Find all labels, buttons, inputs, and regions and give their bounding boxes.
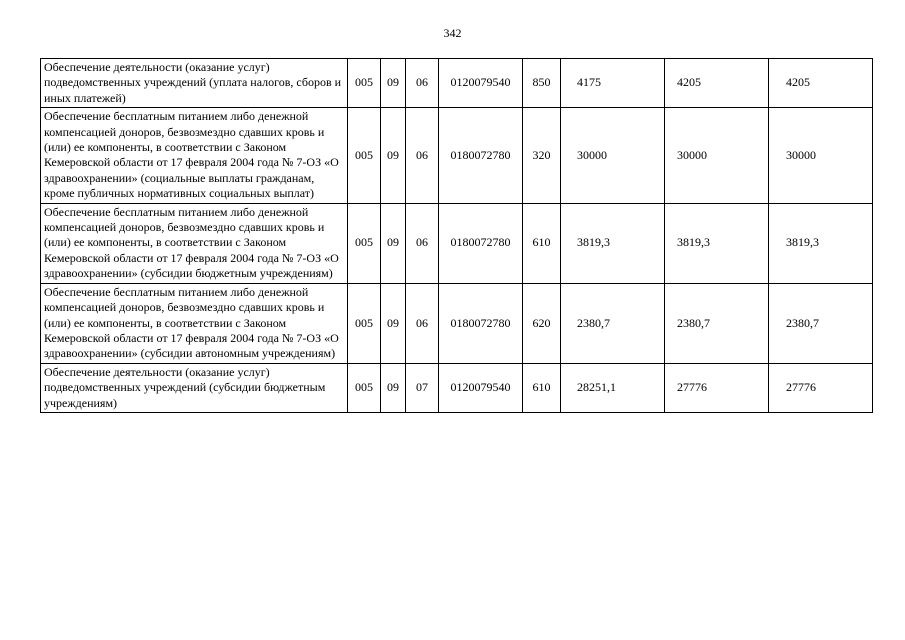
section-code: 09 <box>381 59 406 108</box>
table-row <box>41 108 873 203</box>
amount-year-3: 3819,3 <box>769 203 873 283</box>
amount-year-2: 3819,3 <box>665 203 769 283</box>
subsection-code: 06 <box>406 203 439 283</box>
section-code: 09 <box>381 203 406 283</box>
amount-year-1: 30000 <box>561 108 665 203</box>
target-article-code: 0180072780 <box>439 283 523 363</box>
table-row <box>41 283 873 363</box>
subsection-code: 06 <box>406 108 439 203</box>
amount-year-3: 27776 <box>769 363 873 412</box>
target-article-code: 0180072780 <box>439 108 523 203</box>
expense-description: Обеспечение деятельности (оказание услуг) подведомственных учреждений (уплата налогов, сборов и иных платежей) <box>41 59 348 108</box>
subsection-code: 06 <box>406 59 439 108</box>
ministry-code: 005 <box>348 283 381 363</box>
amount-year-2: 27776 <box>665 363 769 412</box>
page-number: 342 <box>443 26 462 40</box>
section-code: 09 <box>381 283 406 363</box>
subsection-code: 06 <box>406 283 439 363</box>
expense-type-code: 320 <box>523 108 561 203</box>
table-row <box>41 203 873 283</box>
expense-description: Обеспечение бесплатным питанием либо денежной компенсацией доноров, безвозмездно сдавших кровь и (или) ее компоненты, в соответствии с Законом Кемеровской области от 17 февраля 2004 года № 7-ОЗ «О здравоохранении» (субсидии автономным учреждениям) <box>41 283 348 363</box>
table-row <box>41 363 873 412</box>
target-article-code: 0120079540 <box>439 59 523 108</box>
table-row <box>41 59 873 108</box>
expense-description: Обеспечение бесплатным питанием либо денежной компенсацией доноров, безвозмездно сдавших кровь и (или) ее компоненты, в соответствии с Законом Кемеровской области от 17 февраля 2004 года № 7-ОЗ «О здравоохранении» (субсидии бюджетным учреждениям) <box>41 203 348 283</box>
ministry-code: 005 <box>348 108 381 203</box>
expense-description: Обеспечение деятельности (оказание услуг) подведомственных учреждений (субсидии бюджетным учреждениям) <box>41 363 348 412</box>
amount-year-2: 4205 <box>665 59 769 108</box>
section-code: 09 <box>381 108 406 203</box>
amount-year-2: 30000 <box>665 108 769 203</box>
budget-table <box>40 58 873 413</box>
expense-type-code: 850 <box>523 59 561 108</box>
amount-year-3: 4205 <box>769 59 873 108</box>
amount-year-1: 3819,3 <box>561 203 665 283</box>
expense-type-code: 620 <box>523 283 561 363</box>
subsection-code: 07 <box>406 363 439 412</box>
amount-year-1: 4175 <box>561 59 665 108</box>
amount-year-1: 28251,1 <box>561 363 665 412</box>
amount-year-2: 2380,7 <box>665 283 769 363</box>
target-article-code: 0120079540 <box>439 363 523 412</box>
expense-type-code: 610 <box>523 203 561 283</box>
target-article-code: 0180072780 <box>439 203 523 283</box>
ministry-code: 005 <box>348 363 381 412</box>
amount-year-3: 2380,7 <box>769 283 873 363</box>
expense-type-code: 610 <box>523 363 561 412</box>
ministry-code: 005 <box>348 203 381 283</box>
amount-year-3: 30000 <box>769 108 873 203</box>
expense-description: Обеспечение бесплатным питанием либо денежной компенсацией доноров, безвозмездно сдавших кровь и (или) ее компоненты, в соответствии с Законом Кемеровской области от 17 февраля 2004 года № 7-ОЗ «О здравоохранении» (социальные выплаты гражданам, кроме публичных нормативных социальных выплат) <box>41 108 348 203</box>
amount-year-1: 2380,7 <box>561 283 665 363</box>
ministry-code: 005 <box>348 59 381 108</box>
section-code: 09 <box>381 363 406 412</box>
